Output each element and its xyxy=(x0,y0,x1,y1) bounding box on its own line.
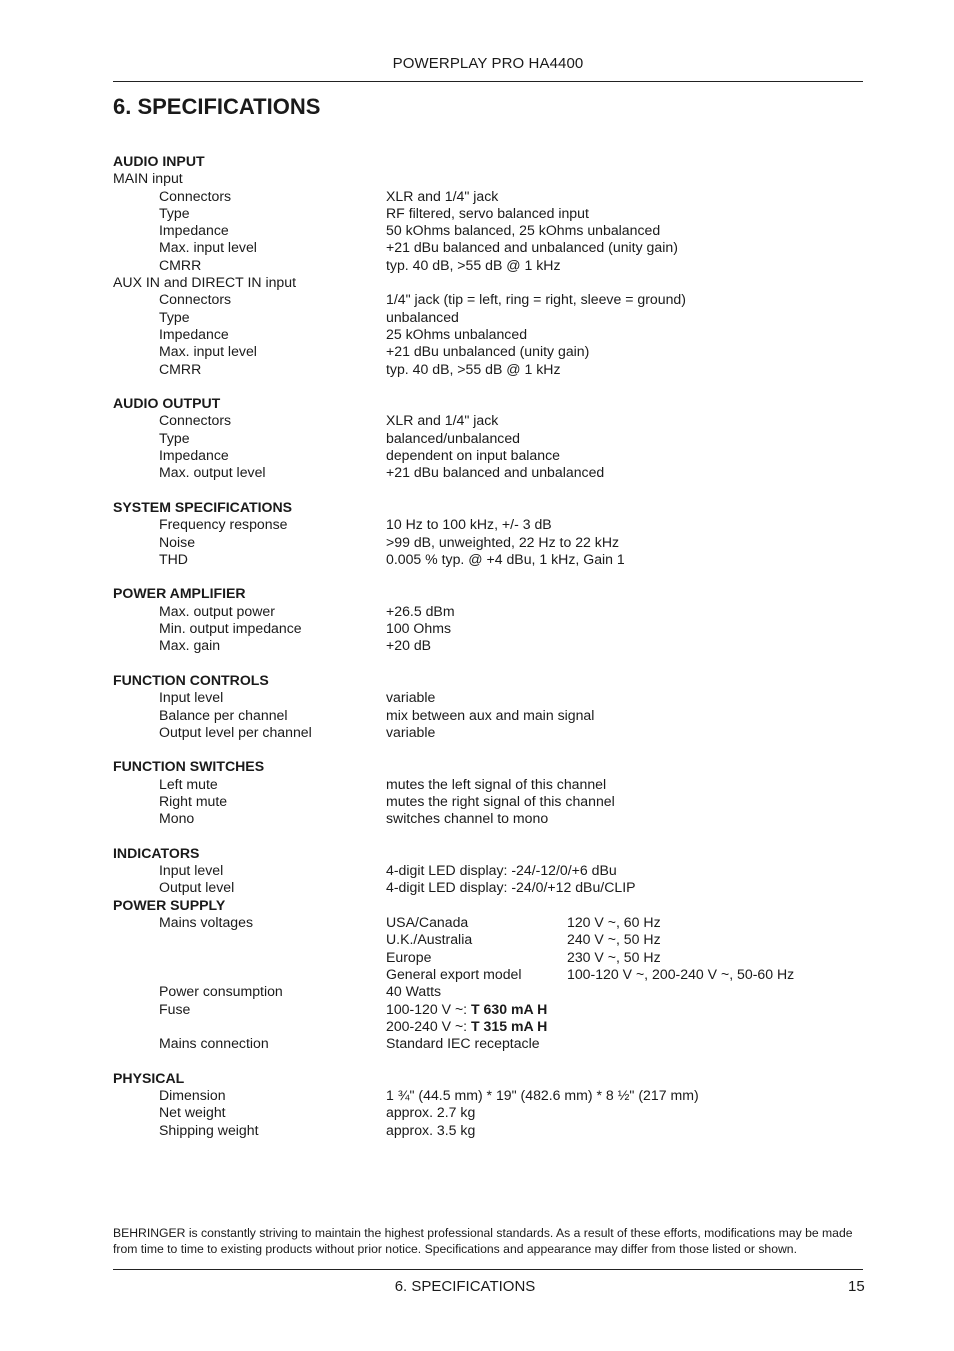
spec-value xyxy=(386,776,606,793)
spec-label: Frequency response xyxy=(159,516,288,533)
spec-value xyxy=(386,637,431,654)
spec-row xyxy=(113,412,863,429)
spec-value-text: 40 Watts xyxy=(386,983,442,1000)
spec-row xyxy=(113,966,863,983)
spec-value-text: Europe xyxy=(386,948,432,965)
spec-value-text: +21 dBu unbalanced (unity gain) xyxy=(386,343,590,360)
spacer xyxy=(113,378,863,395)
spec-row xyxy=(113,326,863,343)
spec-row xyxy=(113,637,863,654)
page-number: 15 xyxy=(848,1278,865,1295)
spec-label: Left mute xyxy=(159,775,218,792)
spec-row xyxy=(113,309,863,326)
spec-value xyxy=(386,862,617,879)
spec-label: Impedance xyxy=(159,447,229,464)
spec-row xyxy=(113,776,863,793)
spec-row xyxy=(113,447,863,464)
subsection-heading: MAIN input xyxy=(113,170,183,187)
spec-value-text: +20 dB xyxy=(386,637,432,654)
section-heading: PHYSICAL xyxy=(113,1069,185,1086)
section-heading: POWER SUPPLY xyxy=(113,896,226,913)
spec-value xyxy=(386,188,498,205)
spec-value xyxy=(386,724,435,741)
spec-label: Connectors xyxy=(159,187,232,204)
spec-value-text: >99 dB, unweighted, 22 Hz to 22 kHz xyxy=(386,533,620,550)
spec-label: Balance per channel xyxy=(159,706,288,723)
section-heading: AUDIO OUTPUT xyxy=(113,395,221,412)
spec-label: Impedance xyxy=(159,325,229,342)
spec-label: Max. output level xyxy=(159,464,266,481)
spec-value xyxy=(386,1104,475,1121)
spec-value xyxy=(386,412,498,429)
spec-value xyxy=(386,983,441,1000)
spec-row xyxy=(113,222,863,239)
spec-row xyxy=(113,551,863,568)
spec-value xyxy=(386,689,435,706)
spec-label: Max. output power xyxy=(159,602,275,619)
spec-value xyxy=(386,430,520,447)
spec-value-text: General export model xyxy=(386,965,522,982)
spec-value xyxy=(386,534,619,551)
spec-value-text: RF filtered, servo balanced input xyxy=(386,204,589,221)
spec-label: Output level per channel xyxy=(159,723,312,740)
spec-row xyxy=(113,534,863,551)
spec-value-text: dependent on input balance xyxy=(386,447,560,464)
spec-value-text: XLR and 1/4" jack xyxy=(386,187,499,204)
spec-value-secondary: 240 V ~, 50 Hz xyxy=(567,931,661,948)
spec-label: Net weight xyxy=(159,1104,226,1121)
spec-label: Noise xyxy=(159,533,196,550)
spec-value-text: 0.005 % typ. @ +4 dBu, 1 kHz, Gain 1 xyxy=(386,550,625,567)
spacer xyxy=(113,568,863,585)
spec-value xyxy=(386,1035,540,1052)
spec-value-text: 1 ¾" (44.5 mm) * 19" (482.6 mm) * 8 ½" (217 mm) xyxy=(386,1087,699,1104)
spec-value xyxy=(386,326,527,343)
spec-value-text: +21 dBu balanced and unbalanced xyxy=(386,464,605,481)
spec-label: Right mute xyxy=(159,792,228,809)
spec-value-text: approx. 2.7 kg xyxy=(386,1104,476,1121)
spec-row xyxy=(113,516,863,533)
specifications-list xyxy=(113,153,863,1139)
spec-row xyxy=(113,707,863,724)
disclaimer-note: BEHRINGER is constantly striving to maintain the highest professional standards. As a result of these efforts, modifications may be made from time to time to existing products without prior notice. Specifications and appearance may differ from those listed or shown. xyxy=(113,1226,853,1256)
spec-label: Max. input level xyxy=(159,239,257,256)
spec-value-secondary: 100-120 V ~, 200-240 V ~, 50-60 Hz xyxy=(567,965,795,982)
spacer xyxy=(113,741,863,758)
spec-row xyxy=(113,603,863,620)
spec-label: Connectors xyxy=(159,291,232,308)
spec-row xyxy=(113,914,863,931)
spec-label: Mono xyxy=(159,810,195,827)
spec-value xyxy=(386,1018,547,1035)
footer-rule xyxy=(113,1269,863,1270)
spec-label: Output level xyxy=(159,879,235,896)
spec-row xyxy=(113,1035,863,1052)
spec-value xyxy=(386,793,615,810)
spec-value xyxy=(386,879,636,896)
spec-value xyxy=(386,620,451,637)
spec-value-text: balanced/unbalanced xyxy=(386,429,521,446)
spec-value xyxy=(386,551,625,568)
spec-value-text: 10 Hz to 100 kHz, +/- 3 dB xyxy=(386,516,552,533)
header-rule xyxy=(113,81,863,82)
spec-value-text: variable xyxy=(386,689,436,706)
spec-value xyxy=(386,447,560,464)
spec-row xyxy=(113,1104,863,1121)
spec-value-text: Standard IEC receptacle xyxy=(386,1035,540,1052)
section-heading: POWER AMPLIFIER xyxy=(113,585,246,602)
spacer xyxy=(113,655,863,672)
section-heading: INDICATORS xyxy=(113,844,200,861)
spec-label: THD xyxy=(159,550,188,567)
spec-value xyxy=(386,464,604,481)
spec-label: Input level xyxy=(159,689,224,706)
page-title: 6. SPECIFICATIONS xyxy=(113,94,321,119)
spec-value-text: 4-digit LED display: -24/0/+12 dBu/CLIP xyxy=(386,879,636,896)
spec-label: Impedance xyxy=(159,222,229,239)
spec-value xyxy=(386,222,660,239)
spec-value-text: 50 kOhms balanced, 25 kOhms unbalanced xyxy=(386,222,661,239)
spec-value-text: 200-240 V ~: xyxy=(386,1017,472,1034)
spec-row xyxy=(113,810,863,827)
spec-value xyxy=(386,966,522,983)
spec-row xyxy=(113,949,863,966)
spec-label: Max. gain xyxy=(159,637,221,654)
spec-value xyxy=(386,949,431,966)
spec-value xyxy=(386,239,678,256)
spec-row xyxy=(113,1087,863,1104)
spec-label: Max. input level xyxy=(159,343,257,360)
spec-row xyxy=(113,1018,863,1035)
spec-row xyxy=(113,724,863,741)
spec-value xyxy=(386,291,686,308)
spec-label: Shipping weight xyxy=(159,1121,259,1138)
section-heading: FUNCTION CONTROLS xyxy=(113,671,269,688)
spec-value-secondary: 230 V ~, 50 Hz xyxy=(567,948,661,965)
spec-value-text: USA/Canada xyxy=(386,914,469,931)
spec-value-text: +21 dBu balanced and unbalanced (unity gain) xyxy=(386,239,678,256)
spec-value xyxy=(386,343,589,360)
spec-value xyxy=(386,1122,475,1139)
spec-row xyxy=(113,862,863,879)
spec-value-text: 25 kOhms unbalanced xyxy=(386,325,528,342)
spec-label: CMRR xyxy=(159,360,202,377)
spec-value-text: switches channel to mono xyxy=(386,810,549,827)
spec-row xyxy=(113,464,863,481)
spec-row xyxy=(113,205,863,222)
spec-row xyxy=(113,793,863,810)
spec-value xyxy=(386,309,459,326)
spec-label: CMRR xyxy=(159,256,202,273)
running-header: POWERPLAY PRO HA4400 xyxy=(392,55,584,72)
spec-value xyxy=(386,707,594,724)
spec-label: Type xyxy=(159,308,190,325)
spacer xyxy=(113,828,863,845)
spec-value xyxy=(386,914,468,931)
spec-value xyxy=(386,361,561,378)
spec-row xyxy=(113,343,863,360)
spec-value-secondary: 120 V ~, 60 Hz xyxy=(567,914,661,931)
spec-value-text: U.K./Australia xyxy=(386,931,473,948)
spec-label: Min. output impedance xyxy=(159,620,302,637)
spec-row xyxy=(113,620,863,637)
spec-value-text: 1/4" jack (tip = left, ring = right, sleeve = ground) xyxy=(386,291,686,308)
spec-value xyxy=(386,257,561,274)
spec-row xyxy=(113,188,863,205)
spec-row xyxy=(113,1122,863,1139)
spec-label: Dimension xyxy=(159,1087,226,1104)
spec-label: Input level xyxy=(159,862,224,879)
spec-value-text: 4-digit LED display: -24/-12/0/+6 dBu xyxy=(386,862,617,879)
spec-value-bold: T 630 mA H xyxy=(471,1000,548,1017)
spec-label: Power consumption xyxy=(159,983,283,1000)
spec-label: Type xyxy=(159,429,190,446)
section-heading: AUDIO INPUT xyxy=(113,153,205,169)
spec-row xyxy=(113,361,863,378)
spec-value xyxy=(386,1001,547,1018)
spec-label: Mains voltages xyxy=(159,914,254,931)
spec-row xyxy=(113,689,863,706)
spec-value-text: unbalanced xyxy=(386,308,459,325)
spacer xyxy=(113,482,863,499)
spec-row xyxy=(113,983,863,1000)
spec-value-text: +26.5 dBm xyxy=(386,602,455,619)
spec-value xyxy=(386,810,548,827)
spec-value xyxy=(386,516,552,533)
spec-value xyxy=(386,1087,699,1104)
spec-label: Type xyxy=(159,204,190,221)
spec-value-bold: T 315 mA H xyxy=(471,1017,548,1034)
footer-section-title: 6. SPECIFICATIONS xyxy=(394,1278,536,1295)
spec-value-text: variable xyxy=(386,723,436,740)
spec-value-text: mutes the left signal of this channel xyxy=(386,775,607,792)
spec-value-text: 100-120 V ~: xyxy=(386,1000,472,1017)
spec-label: Fuse xyxy=(159,1000,191,1017)
section-heading: SYSTEM SPECIFICATIONS xyxy=(113,498,293,515)
spec-value-text: typ. 40 dB, >55 dB @ 1 kHz xyxy=(386,256,561,273)
spec-row xyxy=(113,879,863,896)
spec-value xyxy=(386,603,455,620)
spec-value-text: mix between aux and main signal xyxy=(386,706,595,723)
spec-value xyxy=(386,931,472,948)
spec-value xyxy=(386,205,589,222)
spec-label: Mains connection xyxy=(159,1035,269,1052)
spec-value-text: 100 Ohms xyxy=(386,620,452,637)
spec-row xyxy=(113,430,863,447)
spec-row xyxy=(113,1001,863,1018)
spec-row xyxy=(113,257,863,274)
spacer xyxy=(113,1052,863,1069)
spec-value-text: approx. 3.5 kg xyxy=(386,1121,476,1138)
spec-row xyxy=(113,931,863,948)
spec-row xyxy=(113,291,863,308)
spec-label: Connectors xyxy=(159,412,232,429)
section-heading: FUNCTION SWITCHES xyxy=(113,758,265,775)
spec-value-text: typ. 40 dB, >55 dB @ 1 kHz xyxy=(386,360,561,377)
spec-row xyxy=(113,239,863,256)
spec-value-text: mutes the right signal of this channel xyxy=(386,792,615,809)
spec-value-text: XLR and 1/4" jack xyxy=(386,412,499,429)
subsection-heading: AUX IN and DIRECT IN input xyxy=(113,274,297,291)
